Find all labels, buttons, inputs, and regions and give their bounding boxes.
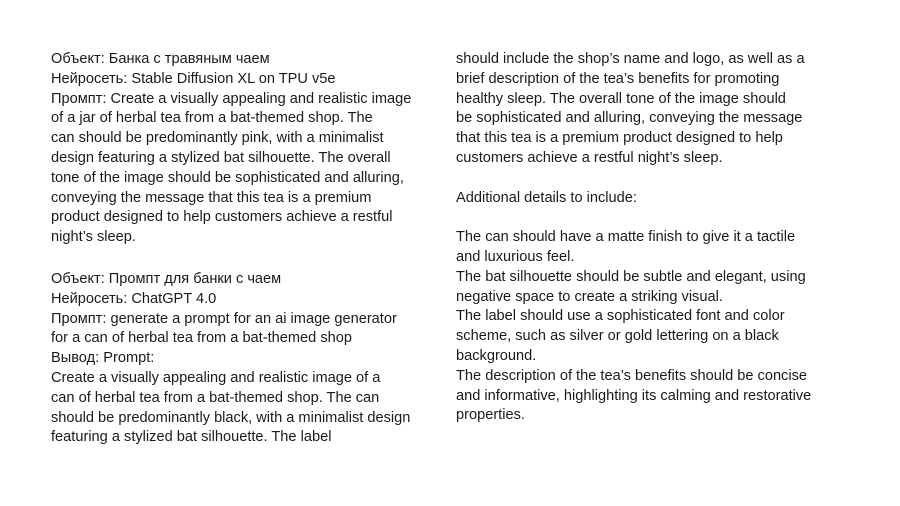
text-line: properties.: [456, 407, 525, 424]
text-line: design featuring a stylized bat silhouette. The overall: [51, 149, 391, 166]
text-line: and luxurious feel.: [456, 248, 575, 265]
text-line: that this tea is a premium product designed to help: [456, 130, 783, 147]
text-line: scheme, such as silver or gold lettering on a black: [456, 328, 779, 345]
text-line: Промпт: generate a prompt for an ai image generator: [51, 310, 397, 327]
paragraph: [456, 189, 811, 209]
object-block-tea-jar: [51, 50, 411, 248]
text-line: for a can of herbal tea from a bat-themed shop: [51, 330, 352, 347]
text-line: of a jar of herbal tea from a bat-themed shop. The: [51, 110, 373, 127]
text-line: The label should use a sophisticated font and color: [456, 308, 785, 325]
text-line: The description of the tea’s benefits should be concise: [456, 367, 808, 384]
text-line: healthy sleep. The overall tone of the image should: [456, 90, 786, 107]
text-line: Create a visually appealing and realistic image of a: [51, 369, 381, 386]
text-line: Вывод: Prompt:: [51, 350, 155, 367]
text-line: featuring a stylized bat silhouette. The label: [51, 429, 332, 446]
text-line: can of herbal tea from a bat-themed shop. The can: [51, 389, 380, 406]
prompt-continuation-column: [456, 50, 811, 426]
text-line: Нейросеть: Stable Diffusion XL on TPU v5e: [51, 70, 336, 87]
text-line: be sophisticated and alluring, conveying the message: [456, 110, 803, 127]
text-line: should include the shop’s name and logo, as well as a: [456, 51, 805, 67]
text-line: and informative, highlighting its calming and restorative: [456, 387, 812, 404]
text-line: tone of the image should be sophisticated and alluring,: [51, 169, 404, 186]
object-block-prompt: [51, 270, 410, 448]
text-line: The can should have a matte finish to give it a tactile: [456, 229, 796, 246]
paragraph: [456, 50, 811, 169]
text-line: can should be predominantly pink, with a minimalist: [51, 130, 384, 147]
text-line: brief description of the tea’s benefits for promoting: [456, 70, 780, 87]
paragraph-gap: [456, 169, 811, 189]
text-line: negative space to create a striking visual.: [456, 288, 723, 305]
text-line: Промпт: Create a visually appealing and realistic image: [51, 90, 412, 107]
text-line: customers achieve a restful night’s sleep.: [456, 149, 723, 166]
text-line: The bat silhouette should be subtle and elegant, using: [456, 268, 806, 285]
text-line: Нейросеть: ChatGPT 4.0: [51, 290, 217, 307]
paragraph-gap: [456, 208, 811, 228]
text-line: Объект: Банка с травяным чаем: [51, 51, 270, 67]
text-line: conveying the message that this tea is a premium: [51, 189, 372, 206]
text-line: Additional details to include:: [456, 189, 637, 206]
text-line: product designed to help customers achieve a restful: [51, 209, 393, 226]
text-line: night’s sleep.: [51, 229, 136, 246]
paragraph: [456, 228, 811, 426]
text-line: background.: [456, 347, 537, 364]
text-line: Объект: Промпт для банки с чаем: [51, 271, 282, 287]
text-line: should be predominantly black, with a minimalist design: [51, 409, 411, 426]
